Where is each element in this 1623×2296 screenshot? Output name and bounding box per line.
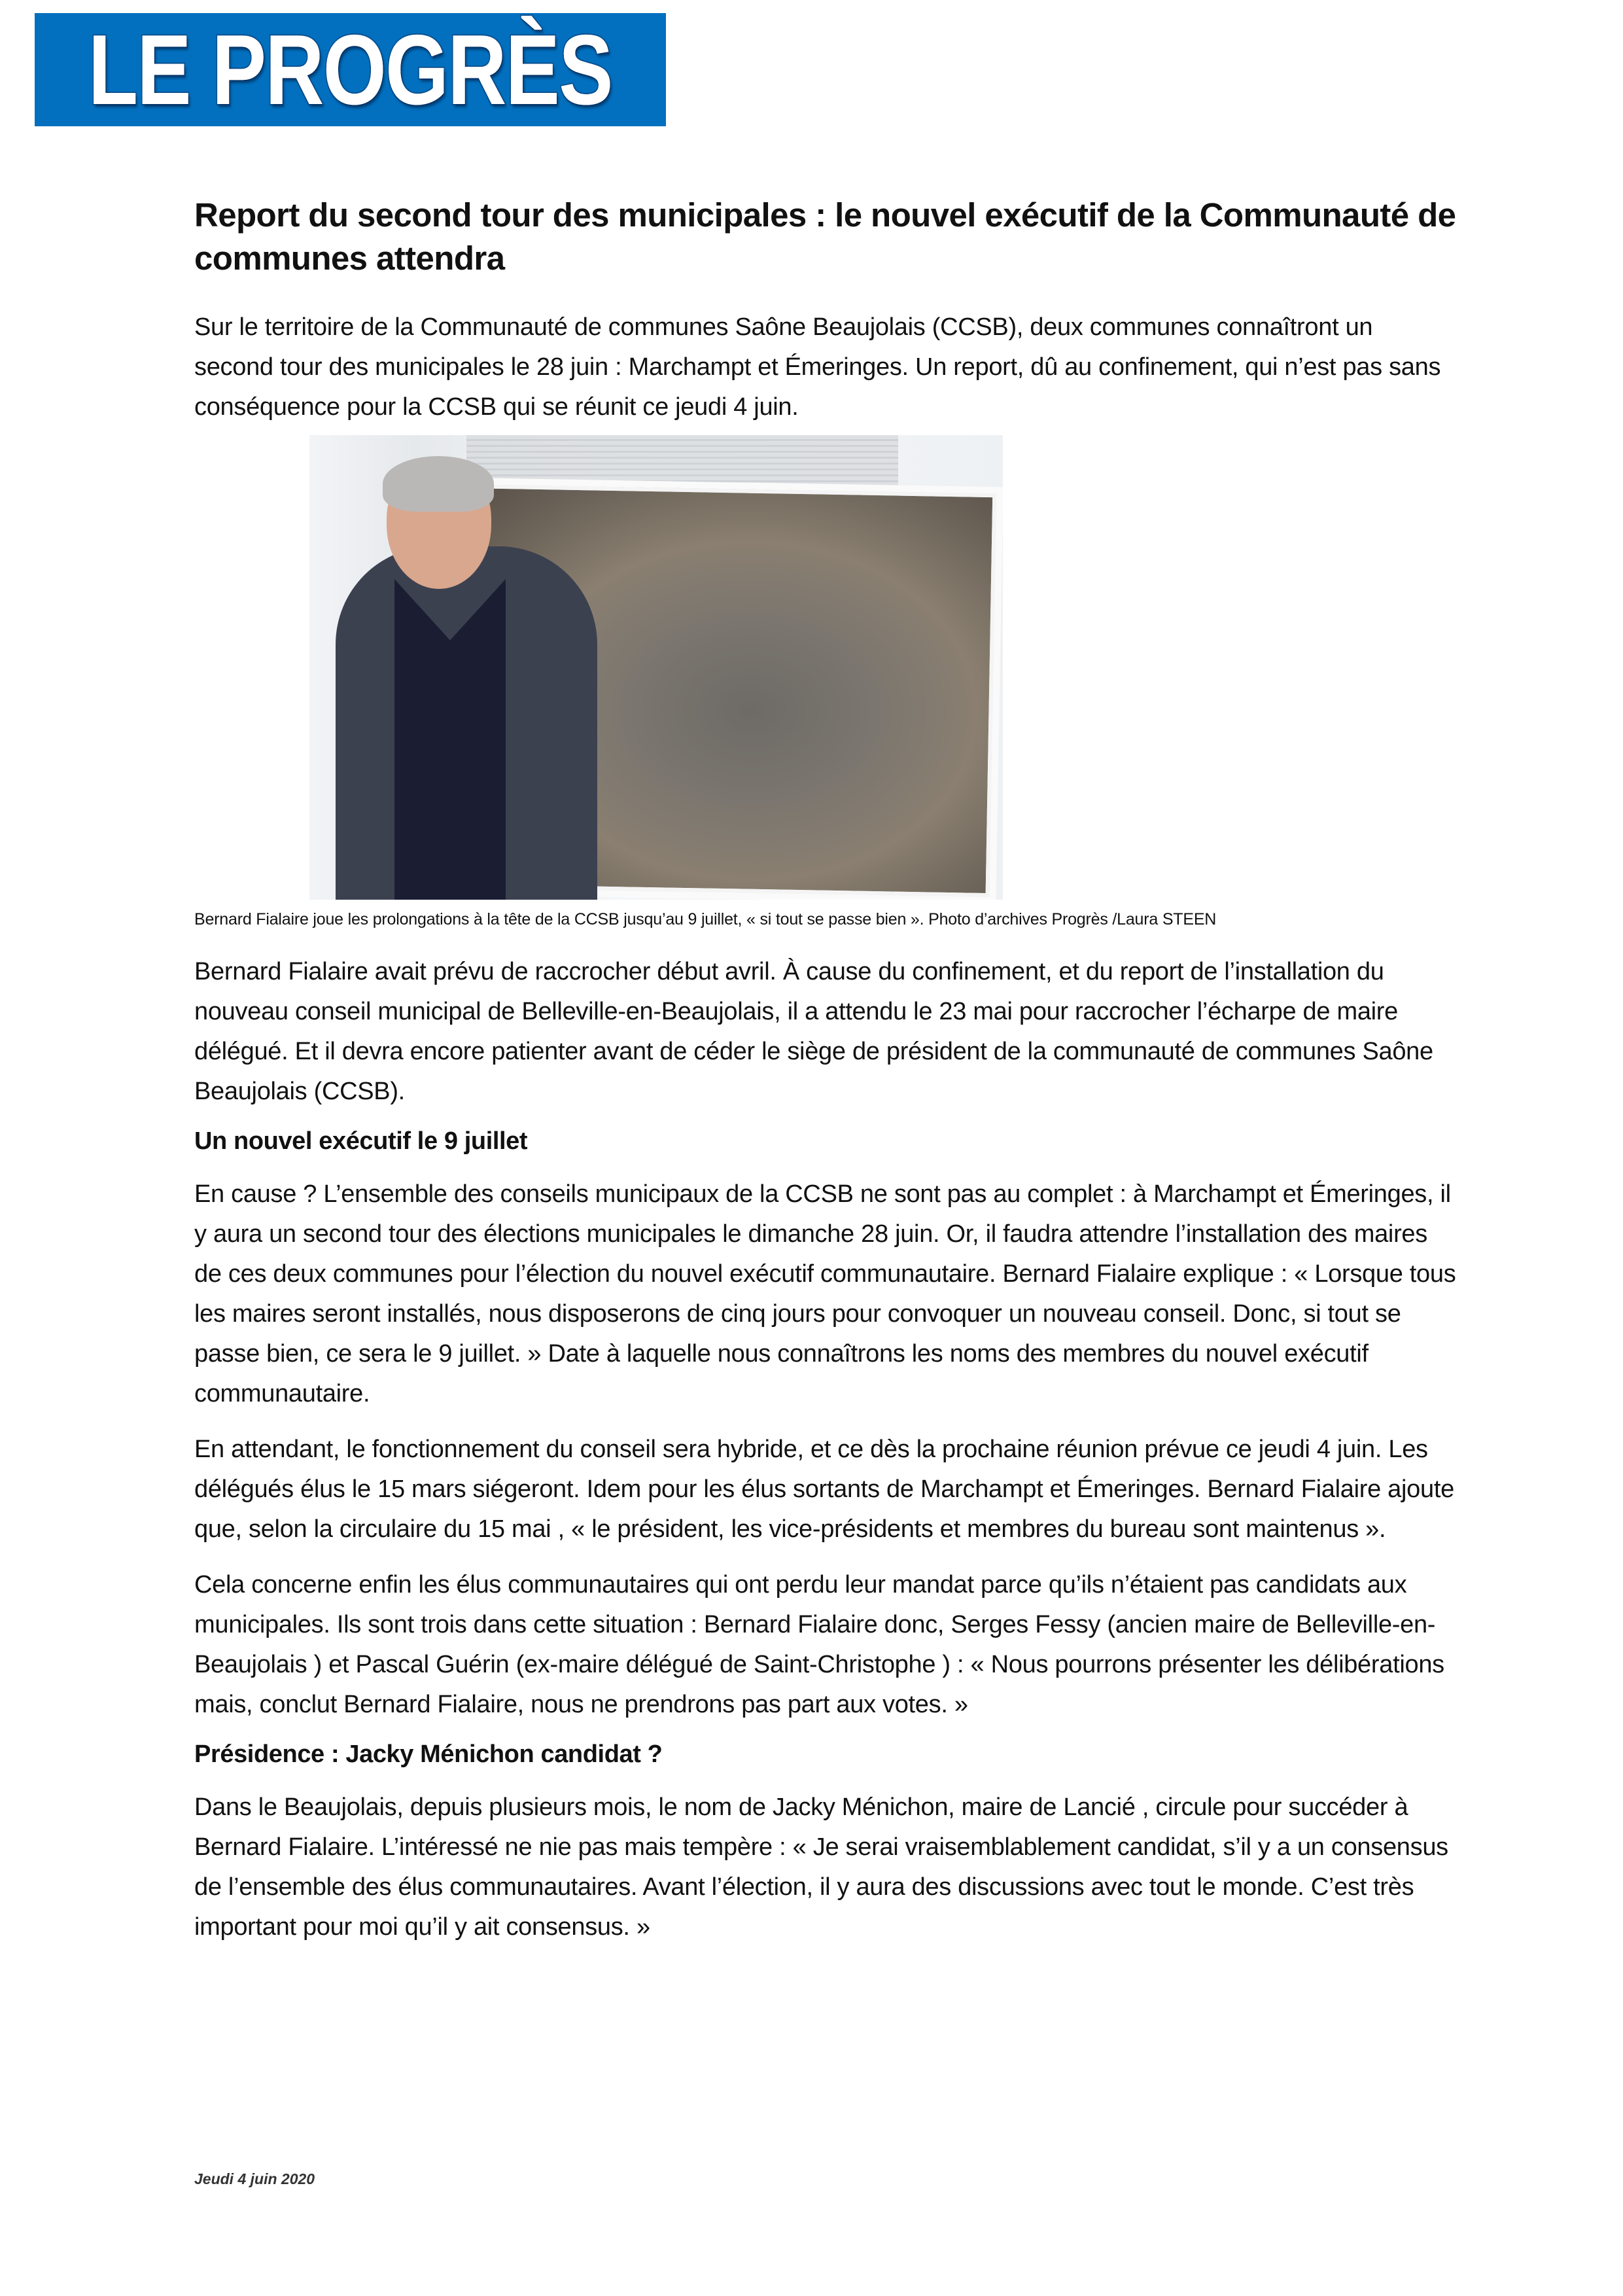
article-paragraph: Cela concerne enfin les élus communautaires qui ont perdu leur mandat parce qu’ils n’étaient pas candidats aux municipales. Ils sont trois dans cette situation : Bernard Fialaire donc, Serges Fessy (ancien maire de Belleville-en-Beaujolais ) et Pascal Guérin (ex-maire délégué de Saint-Christophe ) : « Nous pourrons présenter les délibérations mais, conclut Bernard Fialaire, nous ne prendrons pas part aux votes. »	[194, 1571, 1444, 1718]
article-paragraph: Dans le Beaujolais, depuis plusieurs mois, le nom de Jacky Ménichon, maire de Lancié , circule pour succéder à Bernard Fialaire. L’intéressé ne nie pas mais tempère : « Je serai vraisemblablement candidat, s’il y a un consensus de l’ensemble des élus communautaires. Avant l’élection, il y aura des discussions avec tout le monde. C’est très important pour moi qu’il y ait consensus. »	[194, 1793, 1448, 1941]
photo-caption: Bernard Fialaire joue les prolongations à la tête de la CCSB jusqu’au 9 juillet, « si tout se passe bien ». Photo d’archives Progrès /Laura STEEN	[194, 910, 1217, 928]
masthead-logo	[35, 13, 666, 126]
article-subheading: Un nouvel exécutif le 9 juillet	[194, 1127, 528, 1155]
article-subheading: Présidence : Jacky Ménichon candidat ?	[194, 1740, 663, 1768]
article-headline: Report du second tour des municipales : le nouvel exécutif de la Communauté de communes attendra	[194, 196, 1456, 277]
publication-date: Jeudi 4 juin 2020	[194, 2170, 315, 2187]
logo-text: LE PROGRÈS	[88, 14, 612, 126]
article-paragraph: Bernard Fialaire avait prévu de raccrocher début avril. À cause du confinement, et du report de l’installation du nouveau conseil municipal de Belleville-en-Beaujolais, il a attendu le 23 mai pour raccrocher l’écharpe de maire délégué. Et il devra encore patienter avant de céder le siège de président de la communauté de communes Saône Beaujolais (CCSB).	[194, 958, 1433, 1105]
photo-person-hair	[383, 456, 494, 512]
article-photo	[309, 435, 1003, 900]
article-paragraph: En attendant, le fonctionnement du conseil sera hybride, et ce dès la prochaine réunion prévue ce jeudi 4 juin. Les délégués élus le 15 mars siégeront. Idem pour les élus sortants de Marchampt et Émeringes. Bernard Fialaire ajoute que, selon la circulaire du 15 mai , « le président, les vice-présidents et membres du bureau sont maintenus ».	[194, 1436, 1454, 1543]
article-lede: Sur le territoire de la Communauté de communes Saône Beaujolais (CCSB), deux communes connaîtront un second tour des municipales le 28 juin : Marchampt et Émeringes. Un report, dû au confinement, qui n’est pas sans conséquence pour la CCSB qui se réunit ce jeudi 4 juin.	[194, 313, 1441, 421]
article	[194, 194, 1457, 1947]
article-paragraph: En cause ? L’ensemble des conseils municipaux de la CCSB ne sont pas au complet : à Marchampt et Émeringes, il y aura un second tour des élections municipales le dimanche 28 juin. Or, il faudra attendre l’installation des maires de ces deux communes pour l’élection du nouvel exécutif communautaire. Bernard Fialaire explique : « Lorsque tous les maires seront installés, nous disposerons de cinq jours pour convoquer un nouveau conseil. Donc, si tout se passe bien, ce sera le 9 juillet. » Date à laquelle nous connaîtrons les noms des membres du nouvel exécutif communautaire.	[194, 1180, 1456, 1407]
